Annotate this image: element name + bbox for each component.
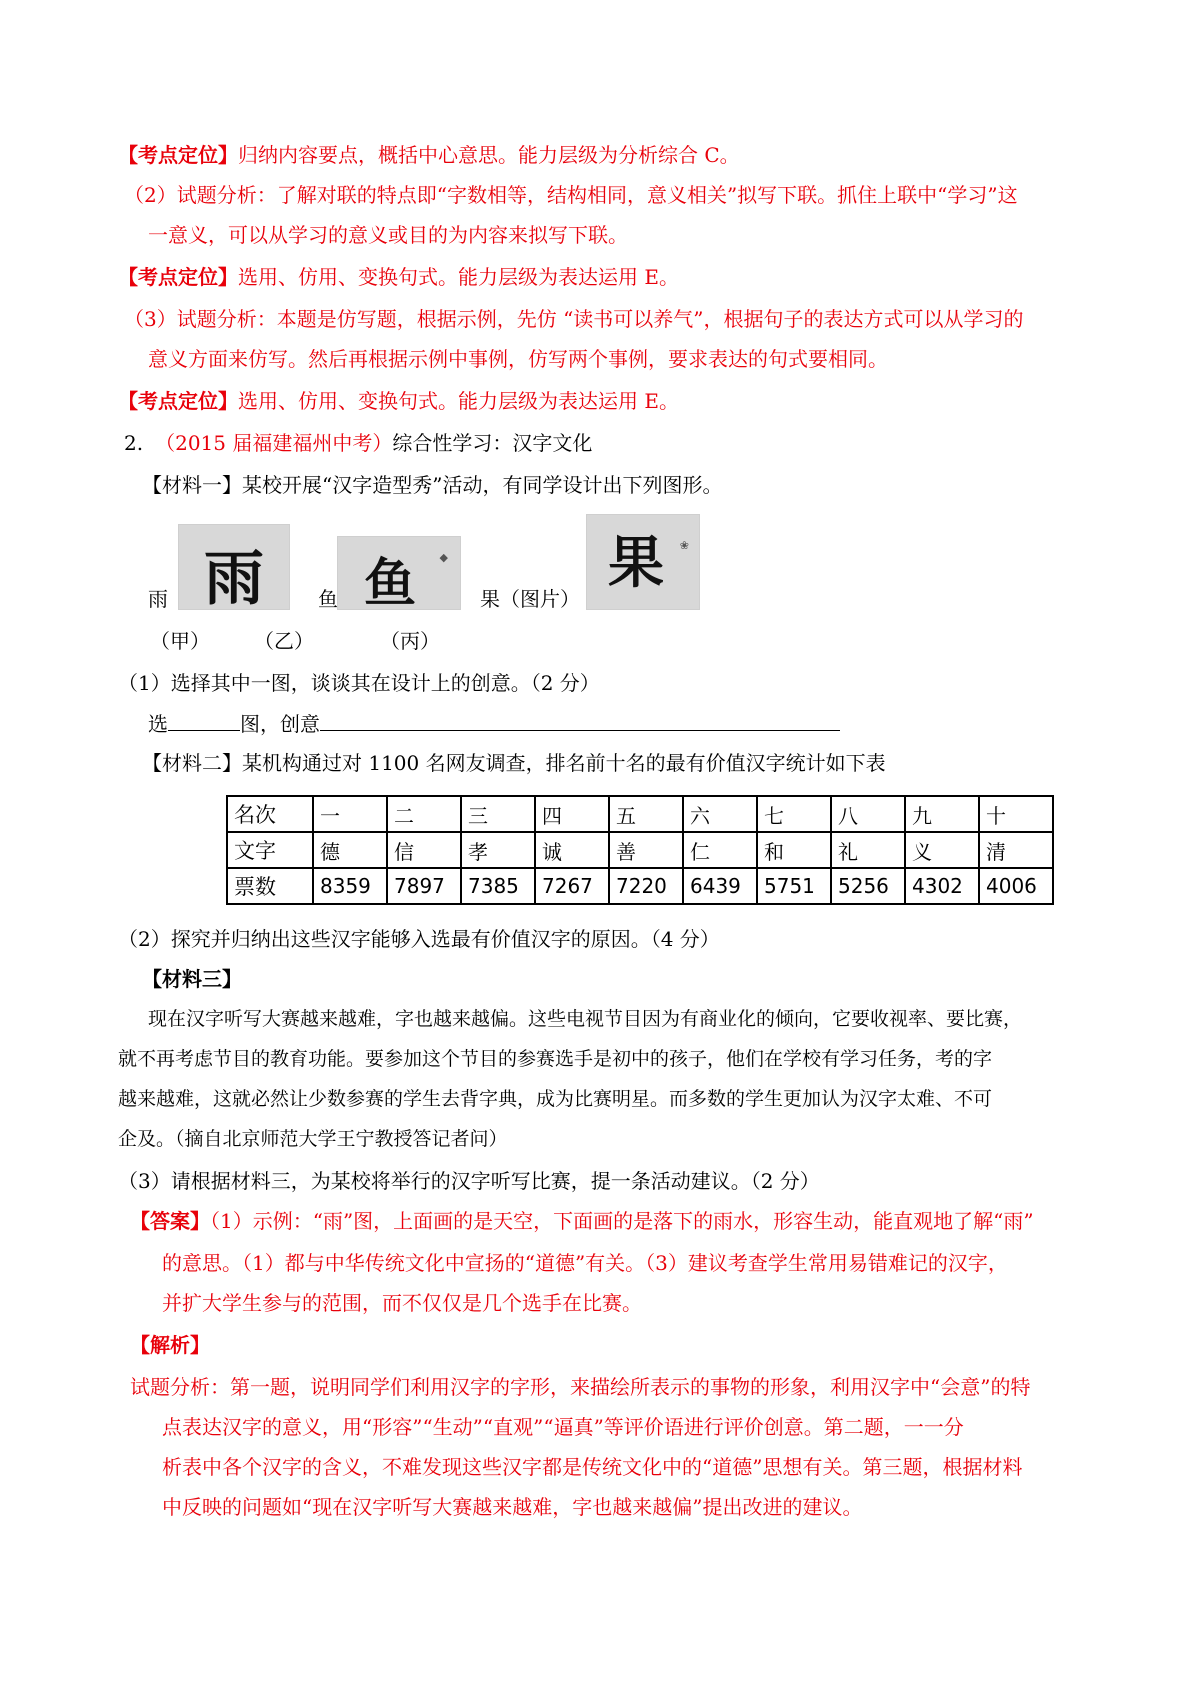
sub-question-1: （1）选择其中一图，谈谈其在设计上的创意。（2 分） — [118, 671, 600, 695]
rank-cell: 三 — [461, 796, 535, 832]
fruit-seal-icon: ❀ — [679, 539, 689, 552]
q2-analysis-line2: 一意义，可以从学习的意义或目的为内容来拟写下联。 — [148, 223, 628, 247]
image-label-rain: 雨 — [148, 587, 168, 611]
kaodian-1 — [118, 140, 740, 170]
blank-choice[interactable] — [168, 708, 240, 731]
row-label-votes: 票数 — [227, 868, 313, 904]
question-source: （2015 届福建福州中考） — [155, 431, 393, 455]
q2-analysis-line1: （2）试题分析：了解对联的特点即“字数相等，结构相同，意义相关”拟写下联。抓住上联中“学习”这 — [124, 183, 1018, 207]
sub-question-2: （2）探究并归纳出这些汉字能够入选最有价值汉字的原因。（4 分） — [118, 927, 720, 951]
caption-bing: （丙） — [380, 629, 440, 653]
analysis-line1: 试题分析：第一题，说明同学们利用汉字的字形，来描绘所表示的事物的形象，利用汉字中“会意”的特 — [130, 1375, 1031, 1399]
kaodian-2-text: 选用、仿用、变换句式。能力层级为表达运用 E。 — [238, 265, 679, 289]
kaodian-2-tag: 【考点定位】 — [118, 265, 238, 289]
char-cell: 孝 — [461, 832, 535, 868]
rank-cell: 十 — [979, 796, 1053, 832]
kaodian-3-text: 选用、仿用、变换句式。能力层级为表达运用 E。 — [238, 389, 679, 413]
votes-cell: 8359 — [313, 868, 387, 904]
char-cell: 清 — [979, 832, 1053, 868]
votes-cell: 5256 — [831, 868, 905, 904]
q3-analysis-line2: 意义方面来仿写。然后再根据示例中事例，仿写两个事例，要求表达的句式要相同。 — [148, 347, 888, 371]
q3-analysis-line1: （3）试题分析：本题是仿写题，根据示例，先仿 “读书可以养气”，根据句子的表达方式可以从学习的 — [124, 307, 1024, 331]
fish-seal-icon: ◆ — [439, 551, 448, 564]
material-3-line2: 就不再考虑节目的教育功能。要参加这个节目的参赛选手是初中的孩子，他们在学校有学习任务，考的字 — [118, 1048, 993, 1070]
caption-yi: （乙） — [254, 629, 314, 653]
blank-idea[interactable] — [320, 708, 840, 731]
row-label-rank: 名次 — [227, 796, 313, 832]
row-label-char: 文字 — [227, 832, 313, 868]
votes-cell: 6439 — [683, 868, 757, 904]
rank-cell: 四 — [535, 796, 609, 832]
kaodian-1-text: 归纳内容要点，概括中心意思。能力层级为分析综合 C。 — [238, 143, 740, 167]
image-rain-design — [178, 524, 290, 610]
analysis-line3: 析表中各个汉字的含义，不难发现这些汉字都是传统文化中的“道德”思想有关。第三题，根据材料 — [162, 1455, 1023, 1479]
material-3-line1: 现在汉字听写大赛越来越难，字也越来越偏。这些电视节目因为有商业化的倾向，它要收视率、要比赛， — [148, 1008, 1023, 1030]
char-cell: 仁 — [683, 832, 757, 868]
rank-cell: 九 — [905, 796, 979, 832]
char-cell: 和 — [757, 832, 831, 868]
kaodian-1-tag: 【考点定位】 — [118, 143, 238, 167]
answer-line2: 的意思。（1）都与中华传统文化中宣扬的“道德”有关。（3）建议考查学生常用易错难记的汉字， — [162, 1251, 1008, 1275]
votes-cell: 7267 — [535, 868, 609, 904]
caption-jia: （甲） — [150, 629, 210, 653]
char-cell: 善 — [609, 832, 683, 868]
rank-cell: 六 — [683, 796, 757, 832]
analysis-tag: 【解析】 — [130, 1333, 210, 1357]
char-cell: 德 — [313, 832, 387, 868]
table-row-votes — [227, 868, 1053, 904]
char-cell: 礼 — [831, 832, 905, 868]
image-label-fish: 鱼 — [318, 587, 338, 611]
answer-line1 — [130, 1206, 1034, 1236]
material-2: 【材料二】某机构通过对 1100 名网友调查，排名前十名的最有价值汉字统计如下表 — [142, 751, 886, 775]
image-label-fruit: 果（图片） — [480, 587, 580, 611]
table-row-rank — [227, 796, 1053, 832]
rank-cell: 一 — [313, 796, 387, 832]
votes-cell: 4302 — [905, 868, 979, 904]
fill-middle: 图，创意 — [240, 712, 320, 736]
char-cell: 信 — [387, 832, 461, 868]
question-number: 2. — [124, 431, 144, 455]
kaodian-2 — [118, 262, 679, 292]
rank-cell: 七 — [757, 796, 831, 832]
fish-glyph: 鱼 — [363, 554, 416, 610]
char-cell: 诚 — [535, 832, 609, 868]
fruit-glyph: 果 — [608, 531, 664, 596]
kaodian-3 — [118, 386, 679, 416]
material-3-line3: 越来越难，这就必然让少数参赛的学生去背字典，成为比赛明星。而多数的学生更加认为汉字太难、不可 — [118, 1088, 993, 1110]
material-3-line4: 企及。（摘自北京师范大学王宁教授答记者问） — [118, 1128, 508, 1150]
votes-cell: 7897 — [387, 868, 461, 904]
answer-text-1: （1）示例：“雨”图，上面画的是天空，下面画的是落下的雨水，形容生动，能直观地了解“雨” — [210, 1209, 1034, 1233]
image-fish-design — [337, 536, 461, 610]
fill-prefix: 选 — [148, 712, 168, 736]
votes-cell: 7385 — [461, 868, 535, 904]
rank-cell: 二 — [387, 796, 461, 832]
answer-line3: 并扩大学生参与的范围，而不仅仅是几个选手在比赛。 — [162, 1291, 642, 1315]
ranking-table — [226, 795, 1054, 905]
material-3-title: 【材料三】 — [142, 967, 242, 991]
table-row-char — [227, 832, 1053, 868]
analysis-line2: 点表达汉字的意义，用“形容”“生动”“直观”“逼真”等评价语进行评价创意。第二题，一一分 — [162, 1415, 964, 1439]
char-cell: 义 — [905, 832, 979, 868]
question-topic: 综合性学习：汉字文化 — [392, 431, 593, 455]
answer-tag: 【答案】 — [130, 1209, 210, 1233]
rain-glyph: 雨 — [204, 544, 264, 610]
sub-question-3: （3）请根据材料三，为某校将举行的汉字听写比赛，提一条活动建议。（2 分） — [118, 1169, 820, 1193]
image-fruit-design — [586, 514, 700, 610]
material-1: 【材料一】某校开展“汉字造型秀”活动，有同学设计出下列图形。 — [142, 473, 723, 497]
rank-cell: 五 — [609, 796, 683, 832]
analysis-line4: 中反映的问题如“现在汉字听写大赛越来越难，字也越来越偏”提出改进的建议。 — [162, 1495, 863, 1519]
rank-cell: 八 — [831, 796, 905, 832]
votes-cell: 5751 — [757, 868, 831, 904]
question-2-header — [124, 428, 592, 458]
votes-cell: 7220 — [609, 868, 683, 904]
kaodian-3-tag: 【考点定位】 — [118, 389, 238, 413]
sub-question-1-fill — [148, 708, 840, 739]
votes-cell: 4006 — [979, 868, 1053, 904]
